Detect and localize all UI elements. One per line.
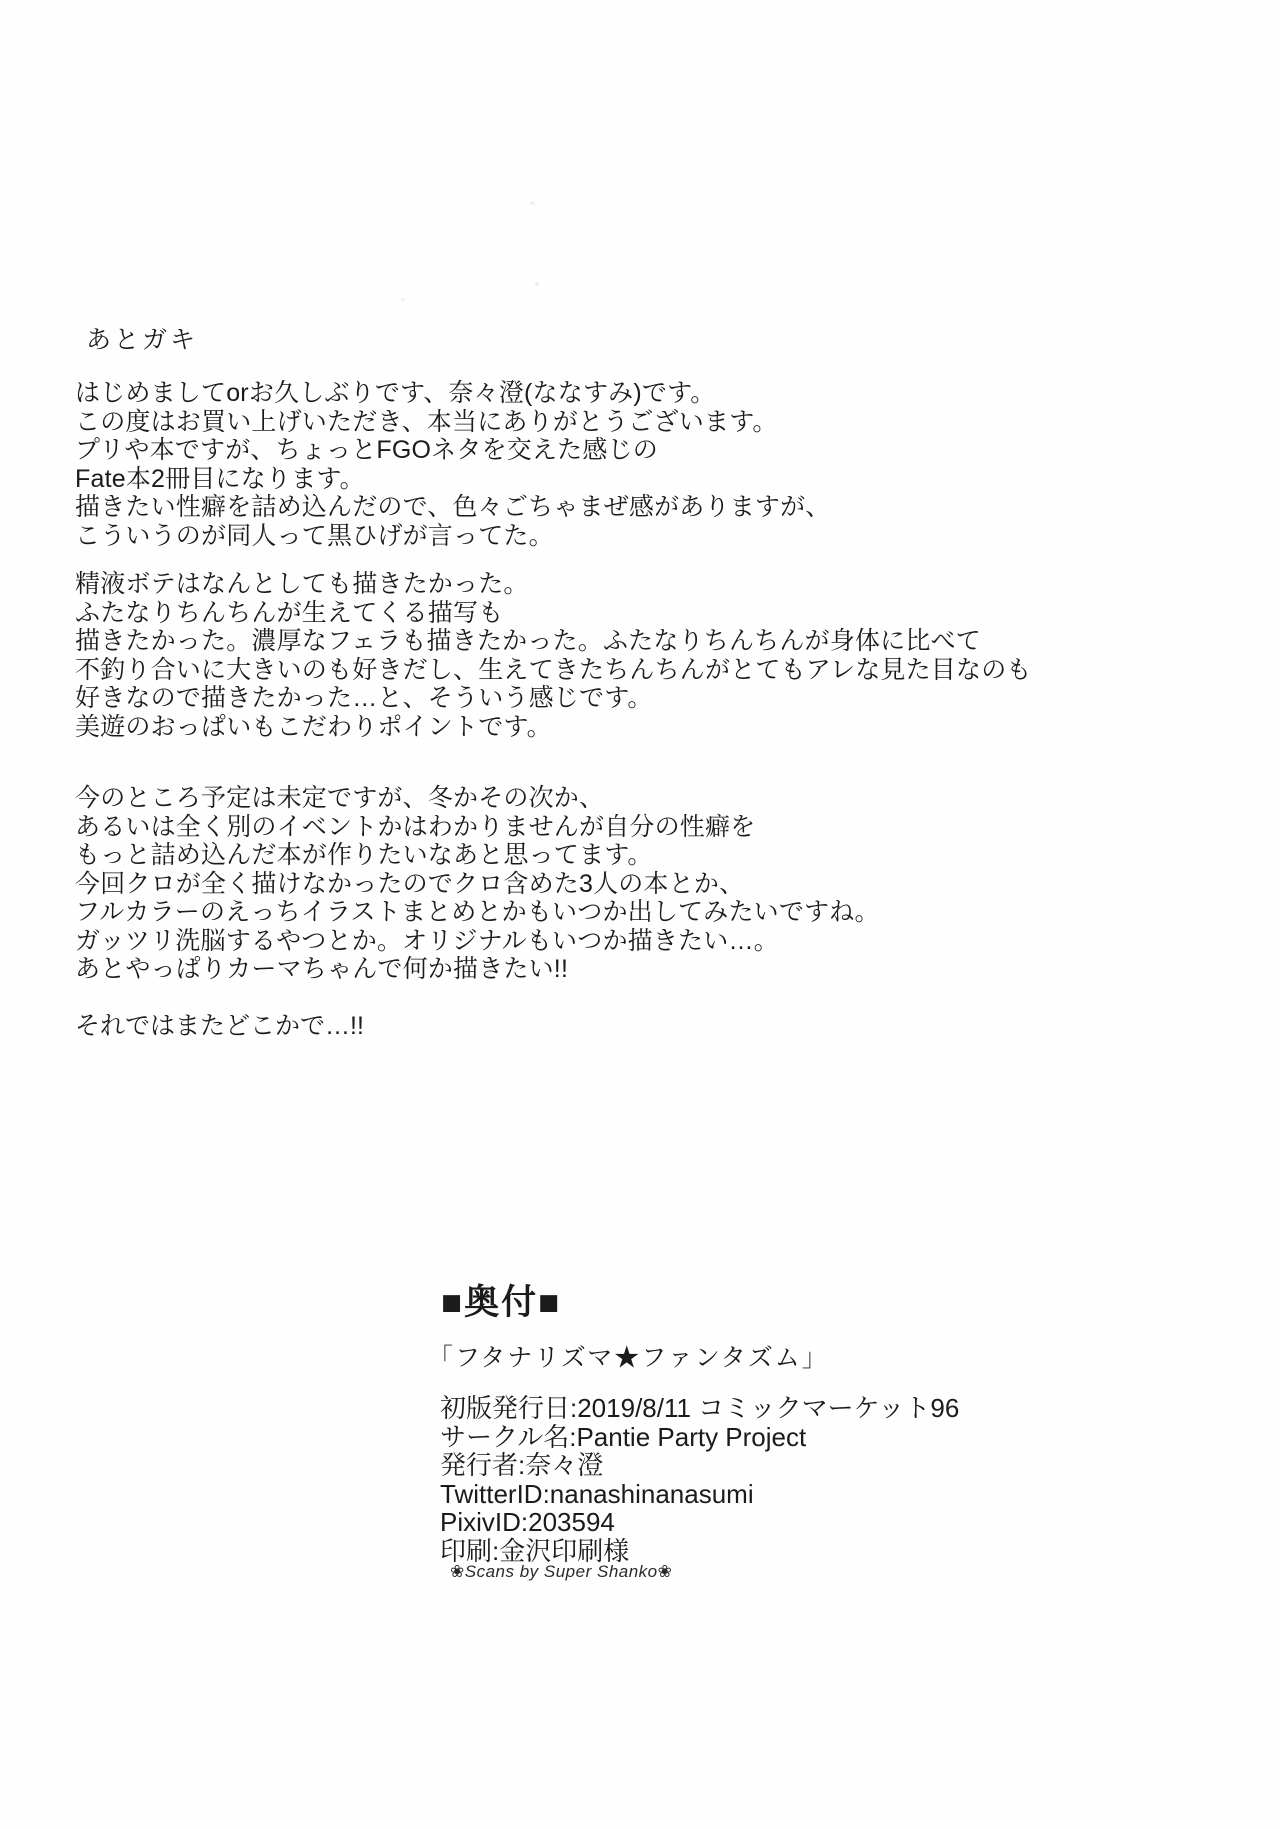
afterword-line: 描きたかった。濃厚なフェラも描きたかった。ふたなりちんちんが身体に比べて [75, 627, 981, 655]
afterword-line: この度はお買い上げいただき、本当にありがとうございます。 [75, 407, 778, 436]
afterword-line: 今のところ予定は未定ですが、冬かその次か、 [75, 784, 605, 812]
afterword-line: Fate本2冊目になります。 [75, 464, 365, 493]
afterword-line: あるいは全く別のイベントかはわかりませんが自分の性癖を [75, 812, 756, 841]
colophon-line-twitter-id: TwitterID:nanashinanasumi [440, 1478, 754, 1509]
colophon-book-title: 「フタナリズマ★ファンタズム」 [428, 1345, 829, 1372]
afterword-line: プリや本ですが、ちょっとFGOネタを交えた感じの [75, 436, 658, 464]
colophon-details [440, 1394, 959, 1565]
colophon-line-printer: 印刷:金沢印刷様 [440, 1535, 630, 1566]
afterword-line: 不釣り合いに大きいのも好きだし、生えてきたちんちんがとてもアレな見た目なのも [75, 655, 1032, 684]
afterword-line: フルカラーのえっちイラストまとめとかもいつか出してみたいですね。 [75, 898, 880, 926]
afterword-line: はじめましてorお久しぶりです、奈々澄(ななすみ)です。 [75, 379, 716, 407]
afterword-closing: それではまたどこかで…!! [75, 1012, 364, 1040]
colophon-line-publisher: 発行者:奈々澄 [440, 1450, 604, 1480]
scan-credit: ❀Scans by Super Shanko❀ [450, 1562, 673, 1581]
colophon-heading: ■奥付■ [441, 1283, 562, 1322]
afterword-heading: あとガキ [86, 326, 199, 354]
afterword-paragraph-1 [75, 379, 831, 550]
afterword-line: 今回クロが全く描けなかったのでクロ含めた3人の本とか、 [75, 869, 745, 898]
afterword-line: ふたなりちんちんが生えてくる描写も [75, 598, 504, 627]
scan-speck [530, 201, 535, 205]
afterword-line: あとやっぱりカーマちゃんで何か描きたい!! [75, 955, 569, 983]
afterword-line: 精液ボテはなんとしても描きたかった。 [75, 570, 529, 598]
afterword-paragraph-3 [75, 784, 880, 984]
afterword-paragraph-2 [75, 570, 1032, 741]
afterword-line: 描きたい性癖を詰め込んだので、色々ごちゃまぜ感がありますが、 [75, 493, 831, 521]
scan-speck [535, 282, 539, 286]
afterword-line: 好きなので描きたかった…と、そういう感じです。 [75, 684, 653, 712]
afterword-line: こういうのが同人って黒ひげが言ってた。 [75, 521, 554, 550]
colophon-line-circle-name: サークル名:Pantie Party Project [440, 1421, 807, 1452]
scan-speck [401, 298, 405, 301]
afterword-line: 美遊のおっぱいもこだわりポイントです。 [75, 712, 552, 741]
colophon-line-pixiv-id: PixivID:203594 [440, 1507, 615, 1537]
colophon-line-publish-date: 初版発行日:2019/8/11 コミックマーケット96 [440, 1393, 960, 1423]
afterword-line: もっと詰め込んだ本が作りたいなあと思ってます。 [75, 841, 653, 869]
afterword-line: ガッツリ洗脳するやつとか。オリジナルもいつか描きたい…。 [75, 926, 779, 955]
